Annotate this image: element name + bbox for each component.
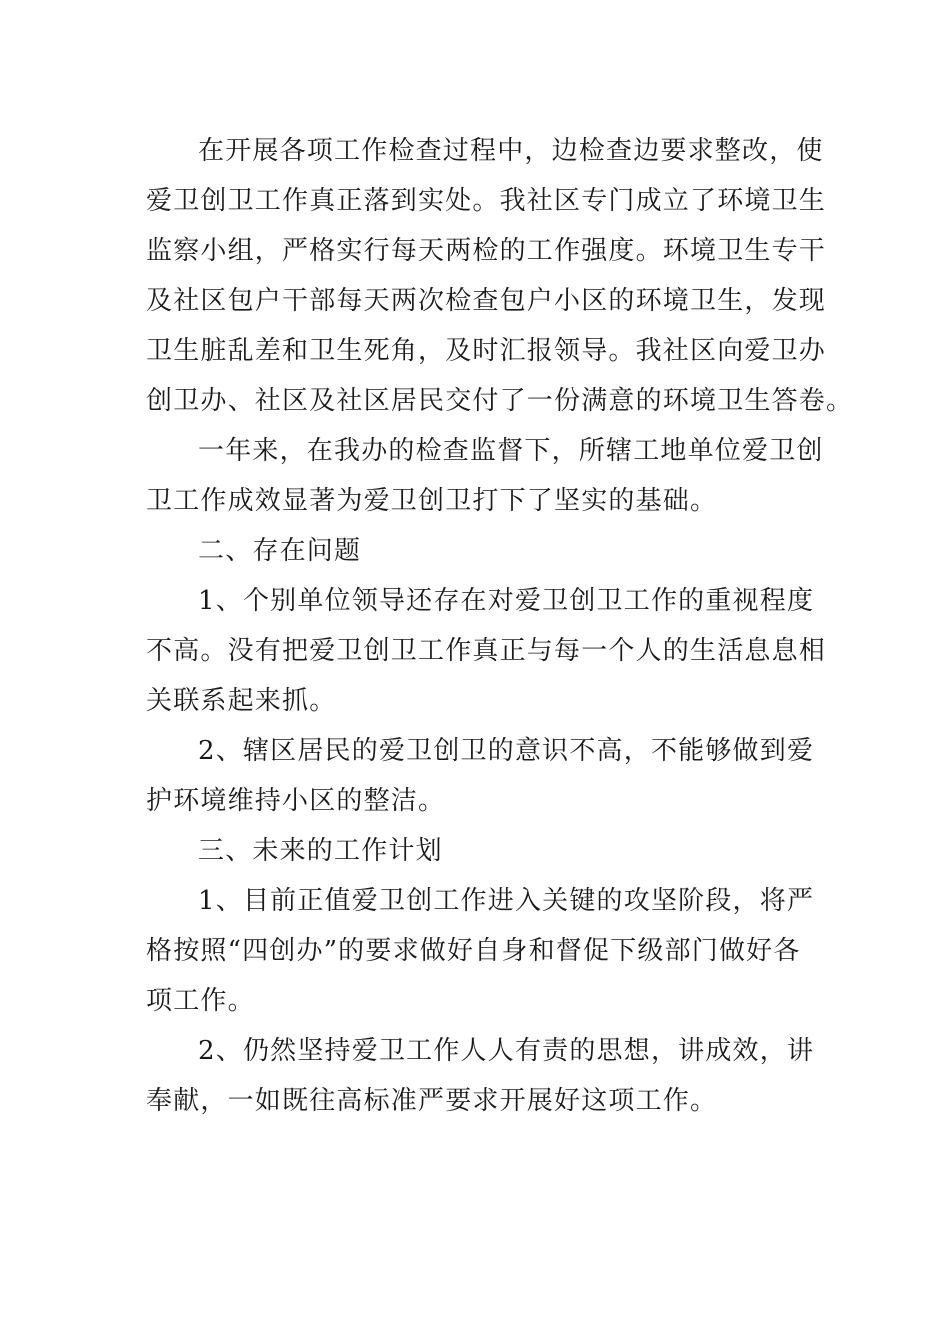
text-line: 护环境维持小区的整洁。 xyxy=(146,786,446,816)
text-line: 爱卫创卫工作真正落到实处。我社区专门成立了环境卫生 xyxy=(146,186,827,216)
text-line: 2、辖区居民的爱卫创卫的意识不高，不能够做到爱 xyxy=(198,736,815,766)
heading-line: 二、存在问题 xyxy=(198,536,362,566)
text-line: 一年来，在我办的检查监督下，所辖工地单位爱卫创 xyxy=(198,436,824,466)
text-line: 1、目前正值爱卫创工作进入关键的攻坚阶段，将严 xyxy=(198,886,815,916)
text-line: 奉献，一如既往高标准严要求开展好这项工作。 xyxy=(146,1086,718,1116)
paragraph-year-review xyxy=(146,426,824,526)
text-line: 及社区包户干部每天两次检查包户小区的环境卫生，发现 xyxy=(146,286,827,316)
paragraph-problem-1 xyxy=(146,576,827,726)
document-body xyxy=(146,126,854,1126)
section-heading-problems xyxy=(146,526,786,576)
text-line: 创卫办、社区及社区居民交付了一份满意的环境卫生答卷。 xyxy=(146,386,854,416)
text-line: 关联系起来抓。 xyxy=(146,686,337,716)
text-line: 在开展各项工作检查过程中，边检查边要求整改，使 xyxy=(198,136,824,166)
text-line: 2、仍然坚持爱卫工作人人有责的思想，讲成效，讲 xyxy=(198,1036,815,1066)
paragraph-plan-1 xyxy=(146,876,815,1026)
paragraph-inspection-summary xyxy=(146,126,854,426)
text-line: 卫工作成效显著为爱卫创卫打下了坚实的基础。 xyxy=(146,486,718,516)
text-line: 项工作。 xyxy=(146,986,255,1016)
heading-line: 三、未来的工作计划 xyxy=(198,836,443,866)
text-line: 监察小组，严格实行每天两检的工作强度。环境卫生专干 xyxy=(146,236,827,266)
paragraph-plan-2 xyxy=(146,1026,815,1126)
paragraph-problem-2 xyxy=(146,726,815,826)
text-line: 卫生脏乱差和卫生死角，及时汇报领导。我社区向爱卫办 xyxy=(146,336,827,366)
text-line: 格按照“四创办”的要求做好自身和督促下级部门做好各 xyxy=(146,936,801,966)
section-heading-future-plan xyxy=(146,826,786,876)
text-line: 不高。没有把爱卫创卫工作真正与每一个人的生活息息相 xyxy=(146,636,827,666)
text-line: 1、个别单位领导还存在对爱卫创卫工作的重视程度 xyxy=(198,586,815,616)
